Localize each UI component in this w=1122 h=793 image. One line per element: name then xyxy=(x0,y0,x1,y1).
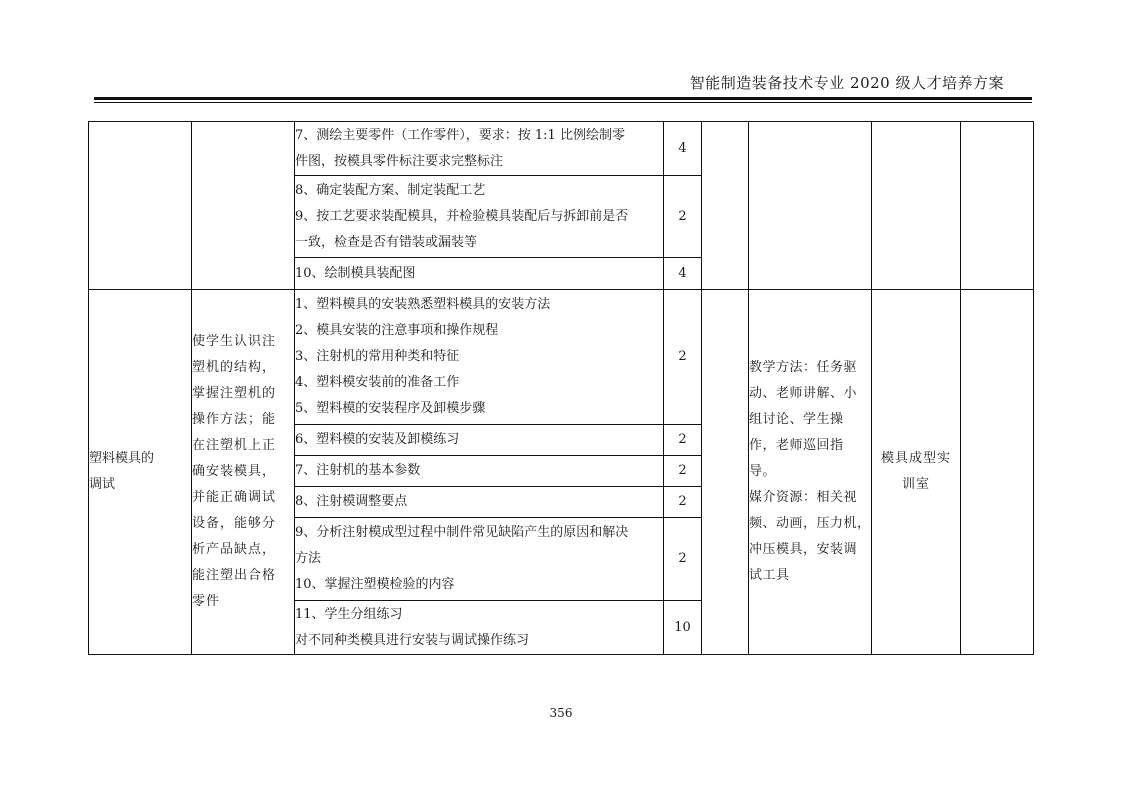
content-line: 7、注射机的基本参数 xyxy=(295,463,421,478)
goal-line: 能注塑出合格 xyxy=(192,568,277,583)
content-line: 1、塑料模具的安装熟悉塑料模具的安装方法 xyxy=(295,297,551,312)
venue-line: 训室 xyxy=(901,477,930,492)
content-cell xyxy=(295,290,664,425)
content-cell xyxy=(295,258,664,290)
method-line: 导。 xyxy=(749,464,777,479)
module-name-cell xyxy=(89,290,192,655)
hours-cell: 10 xyxy=(664,601,702,655)
content-line: 7、测绘主要零件（工作零件），要求：按 1:1 比例绘制零 xyxy=(295,127,625,143)
module-name-line: 调试 xyxy=(89,477,116,492)
method-cell-empty xyxy=(749,122,872,290)
hours-cell: 2 xyxy=(664,176,702,258)
document-header-title: 智能制造装备技术专业 2020 级人才培养方案 xyxy=(689,74,1004,92)
content-line: 11、学生分组练习 xyxy=(295,606,403,622)
goal-line: 操作方法；能 xyxy=(192,412,277,427)
extra-cell-empty xyxy=(702,290,749,655)
hours-cell: 4 xyxy=(664,258,702,290)
remark-cell-empty xyxy=(961,290,1034,655)
content-line: 3、注射机的常用种类和特征 xyxy=(295,349,460,364)
content-line: 件图，按模具零件标注要求完整标注 xyxy=(295,153,504,169)
content-line: 10、绘制模具装配图 xyxy=(295,265,416,281)
content-line: 9、分析注射模成型过程中制件常见缺陷产生的原因和解决 xyxy=(295,525,629,540)
content-line: 2、模具安装的注意事项和操作规程 xyxy=(295,323,499,338)
table-row xyxy=(89,122,1034,176)
content-line: 10、掌握注塑模检验的内容 xyxy=(295,577,455,592)
goal-line: 设备，能够分 xyxy=(192,516,277,531)
header-rule-thick xyxy=(94,97,1032,100)
method-line: 媒介资源：相关视 xyxy=(749,490,858,505)
module-cell-empty xyxy=(89,122,192,290)
goal-line: 掌握注塑机的 xyxy=(192,386,277,401)
hours-cell: 2 xyxy=(664,456,702,487)
venue-cell-empty xyxy=(872,122,961,290)
goal-line: 零件 xyxy=(192,594,221,609)
goal-line: 使学生认识注 xyxy=(192,334,277,349)
content-cell xyxy=(295,487,664,518)
remark-cell-empty xyxy=(961,122,1034,290)
module-name-line: 塑料模具的 xyxy=(89,451,155,466)
teaching-method-cell xyxy=(749,290,872,655)
content-line: 6、塑料模的安装及卸模练习 xyxy=(295,432,460,447)
hours-cell: 2 xyxy=(664,518,702,601)
goal-cell-empty xyxy=(192,122,295,290)
content-cell xyxy=(295,425,664,456)
method-line: 试工具 xyxy=(749,568,790,583)
learning-goal-cell xyxy=(192,290,295,655)
method-line: 组讨论、学生操 xyxy=(749,412,844,427)
goal-line: 在注塑机上正 xyxy=(192,438,277,453)
content-line: 9、按工艺要求装配模具，并检验模具装配后与拆卸前是否 xyxy=(295,208,629,224)
extra-cell-empty xyxy=(702,122,749,290)
course-table xyxy=(88,121,1034,655)
goal-line: 析产品缺点， xyxy=(192,542,277,557)
content-cell xyxy=(295,456,664,487)
content-line: 方法 xyxy=(295,551,322,566)
content-cell xyxy=(295,122,664,176)
hours-cell: 4 xyxy=(664,122,702,176)
content-line: 4、塑料模安装前的准备工作 xyxy=(295,375,460,390)
content-line: 对不同种类模具进行安装与调试操作练习 xyxy=(295,632,530,648)
hours-cell: 2 xyxy=(664,290,702,425)
method-line: 作，老师巡回指 xyxy=(749,438,844,453)
content-line: 5、塑料模的安装程序及卸模步骤 xyxy=(295,401,486,416)
method-line: 冲压模具，安装调 xyxy=(749,542,858,557)
method-line: 教学方法：任务驱 xyxy=(749,360,858,375)
venue-line: 模具成型实 xyxy=(880,451,951,466)
content-cell xyxy=(295,601,664,655)
header-rule-thin xyxy=(94,102,1032,103)
page-number: 356 xyxy=(549,706,573,720)
content-line: 8、注射模调整要点 xyxy=(295,494,408,509)
training-venue-cell xyxy=(872,290,961,655)
table-row xyxy=(89,290,1034,425)
goal-line: 确安装模具， xyxy=(192,464,277,479)
hours-cell: 2 xyxy=(664,487,702,518)
content-cell xyxy=(295,518,664,601)
method-line: 频、动画，压力机， xyxy=(749,516,871,531)
content-cell xyxy=(295,176,664,258)
content-line: 一致，检查是否有错装或漏装等 xyxy=(295,234,478,250)
method-line: 动、老师讲解、小 xyxy=(749,386,858,401)
goal-line: 塑机的结构， xyxy=(192,360,277,375)
content-line: 8、确定装配方案、制定装配工艺 xyxy=(295,182,486,198)
goal-line: 并能正确调试 xyxy=(192,490,277,505)
hours-cell: 2 xyxy=(664,425,702,456)
